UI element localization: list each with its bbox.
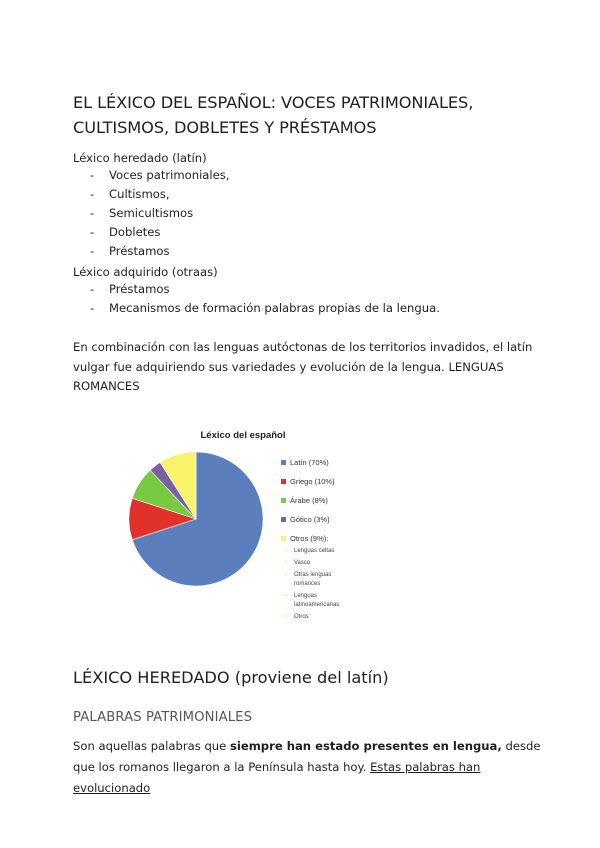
document-title: EL LÉXICO DEL ESPAÑOL: VOCES PATRIMONIALES, CULTISMOS, DOBLETES Y PRÉSTAMOS bbox=[73, 93, 474, 137]
body-text-part2: desde que los romanos llegaron a la Península hasta hoy. bbox=[73, 739, 541, 774]
list-bullet: - bbox=[90, 225, 95, 239]
legend-swatch bbox=[281, 479, 286, 484]
subheading: PALABRAS PATRIMONIALES bbox=[73, 710, 253, 725]
list-bullet: - bbox=[90, 244, 95, 258]
inherited-lexicon-label: Léxico heredado (latín) bbox=[73, 151, 207, 165]
sub-legend-label: Lenguas celtas bbox=[294, 548, 335, 554]
legend-swatch bbox=[281, 536, 286, 541]
legend-swatch bbox=[281, 517, 286, 522]
list-item: Préstamos bbox=[109, 244, 170, 258]
chart-title: Léxico del español bbox=[200, 430, 286, 441]
legend-label: Latín (70%) bbox=[290, 458, 329, 467]
list-bullet: - bbox=[90, 282, 95, 296]
list-bullet: - bbox=[90, 187, 95, 201]
body-paragraph bbox=[73, 736, 543, 799]
sub-legend-label: Otros bbox=[294, 614, 309, 620]
list-item: Dobletes bbox=[109, 225, 161, 239]
legend-label: Árabe (8%) bbox=[290, 496, 328, 505]
legend-label: Griego (10%) bbox=[290, 477, 335, 486]
sub-legend-label: Lenguas latinoamericanas bbox=[294, 593, 340, 608]
list-item: Semicultismos bbox=[109, 206, 194, 220]
body-text-part1: Son aquellas palabras que bbox=[73, 739, 230, 753]
list-item: Préstamos bbox=[109, 282, 170, 296]
sub-legend-label: Otras lenguas romances bbox=[294, 572, 332, 587]
intro-paragraph: En combinación con las lenguas autóctonas de los territorios invadidos, el latín vulgar fue adquiriendo sus variedades y evolución de la lengua. LENGUAS ROMANCES bbox=[73, 340, 533, 393]
sub-legend-dot bbox=[285, 561, 287, 563]
legend-swatch bbox=[281, 460, 286, 465]
list-bullet: - bbox=[90, 206, 95, 220]
sub-legend-dot bbox=[285, 594, 287, 596]
sub-legend-dot bbox=[285, 615, 287, 617]
lexicon-pie-chart bbox=[118, 415, 388, 640]
sub-legend-label: Vasco bbox=[294, 560, 311, 566]
body-text-bold: siempre han estado presentes en lengua, bbox=[229, 739, 502, 753]
list-bullet: - bbox=[90, 301, 95, 315]
legend-label: Otros (9%): bbox=[290, 534, 329, 543]
pie-chart-svg bbox=[118, 415, 388, 640]
list-bullet: - bbox=[90, 168, 95, 182]
acquired-lexicon-label: Léxico adquirido (otraas) bbox=[73, 265, 218, 279]
sub-legend-dot bbox=[285, 549, 287, 551]
list-item: Voces patrimoniales, bbox=[109, 168, 230, 182]
sub-legend-dot bbox=[285, 573, 287, 575]
list-item: Cultismos, bbox=[109, 187, 170, 201]
section-heading: LÉXICO HEREDADO (proviene del latín) bbox=[73, 668, 389, 687]
body-text-underlined: Estas palabras han evolucionado bbox=[73, 760, 481, 795]
legend-label: Gótico (3%) bbox=[290, 515, 330, 524]
legend-swatch bbox=[281, 498, 286, 503]
list-item: Mecanismos de formación palabras propias de la lengua. bbox=[109, 301, 440, 315]
